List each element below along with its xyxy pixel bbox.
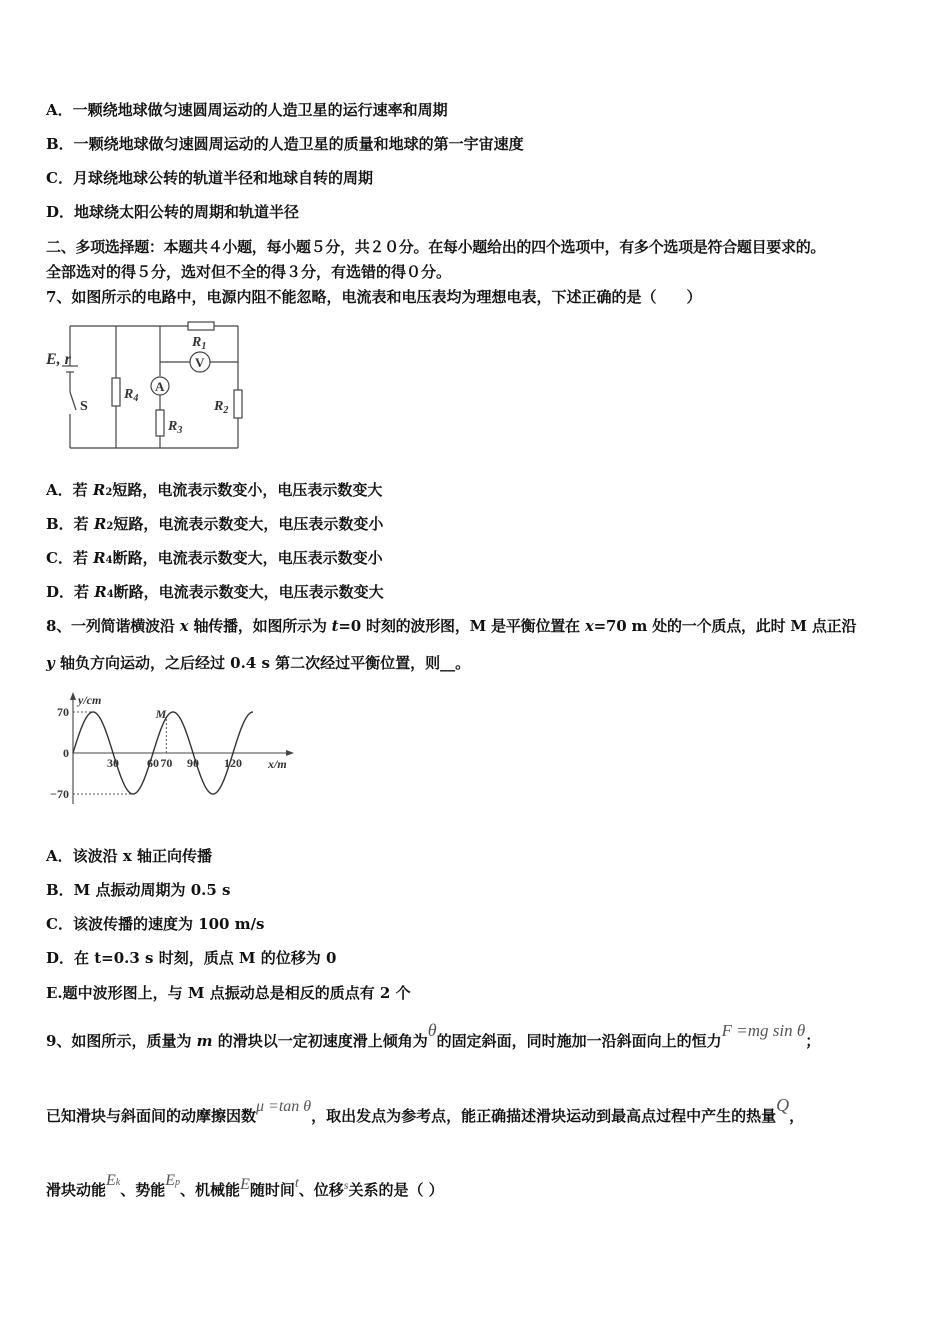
switch-label: S (80, 399, 88, 414)
q8-option-e: E.题中波形图上，与 M 点振动总是相反的质点有 2 个 (46, 984, 411, 1002)
y-tick-label: −70 (50, 787, 69, 801)
voltmeter-label: V (195, 355, 205, 370)
x-tick-label: 90 (187, 756, 199, 770)
q7-option-c: C．若 R4断路，电流表示数变大，电压表示数变小 (46, 549, 383, 567)
q7-option-b: B．若 R2短路，电流表示数变大，电压表示数变小 (46, 515, 384, 533)
section2-instructions-line2: 全部选对的得５分，选对但不全的得３分，有选错的得０分。 (46, 263, 452, 281)
r4-label: $R_4$ (124, 387, 139, 404)
x-tick-label: 70 (160, 756, 173, 770)
q9-line3: 滑块动能Ek、势能Ep、机械能E随时间t、位移$^s$关系的是（ ） (46, 1172, 444, 1199)
point-m-label: M (155, 707, 167, 721)
q8-wave-chart (40, 688, 300, 808)
section2-instructions-line1: 二、多项选择题：本题共４小题，每小题５分，共２０分。在每小题给出的四个选项中，有多个选项是符合题目要求的。 (46, 238, 826, 256)
q7-circuit-diagram (40, 318, 250, 452)
r1-label: $R_1$ (192, 335, 207, 352)
x-axis-label: x/m (268, 757, 287, 771)
q6-option-b: B．一颗绕地球做匀速圆周运动的人造卫星的质量和地球的第一宇宙速度 (46, 135, 524, 153)
q7-stem: 7、如图所示的电路中，电源内阻不能忽略，电流表和电压表均为理想电表，下述正确的是（ ） (46, 288, 702, 306)
q6-option-d: D．地球绕太阳公转的周期和轨道半径 (46, 203, 300, 221)
x-tick-label: 60 (147, 756, 159, 770)
q8-option-b: B．M 点振动周期为 0.5 s (46, 881, 231, 899)
x-tick-label: 120 (224, 756, 242, 770)
q8-stem-line2: y 轴负方向运动，之后经过 0.4 s 第二次经过平衡位置，则__。 (46, 654, 471, 672)
x-tick-label: 30 (107, 756, 119, 770)
q6-option-c: C．月球绕地球公转的轨道半径和地球自转的周期 (46, 169, 373, 187)
q9-line1: 9、如图所示，质量为 m 的滑块以一定初速度滑上倾角为θ的固定斜面，同时施加一沿斜面向上的恒力F =mg sin θ； (46, 1020, 821, 1050)
q7-option-d: D．若 R4断路，电流表示数变大，电压表示数变大 (46, 583, 384, 601)
q7-option-a: A．若 R2短路，电流表示数变小，电压表示数变大 (46, 481, 383, 499)
y-axis-label: y/cm (78, 693, 102, 707)
y-tick-label: 0 (63, 746, 69, 760)
ammeter-label: A (155, 379, 165, 394)
r2-label: $R_2$ (214, 399, 229, 416)
r3-label: $R_3$ (168, 419, 183, 436)
q8-stem-line1: 8、一列简谐横波沿 x 轴传播，如图所示为 t=0 时刻的波形图，M 是平衡位置在 x=70 m 处的一个质点，此时 M 点正沿 (46, 617, 857, 635)
q6-option-a: A．一颗绕地球做匀速圆周运动的人造卫星的运行速率和周期 (46, 101, 448, 119)
q8-option-d: D．在 t=0.3 s 时刻，质点 M 的位移为 0 (46, 949, 337, 967)
q8-option-a: A．该波沿 x 轴正向传播 (46, 847, 213, 865)
q8-option-c: C．该波传播的速度为 100 m/s (46, 915, 265, 933)
emf-label: E, r (46, 351, 71, 368)
q9-line2: 已知滑块与斜面间的动摩擦因数μ =tan θ，取出发点为参考点，能正确描述滑块运动到最高点过程中产生的热量Q， (46, 1095, 805, 1125)
y-tick-label: 70 (57, 705, 69, 719)
